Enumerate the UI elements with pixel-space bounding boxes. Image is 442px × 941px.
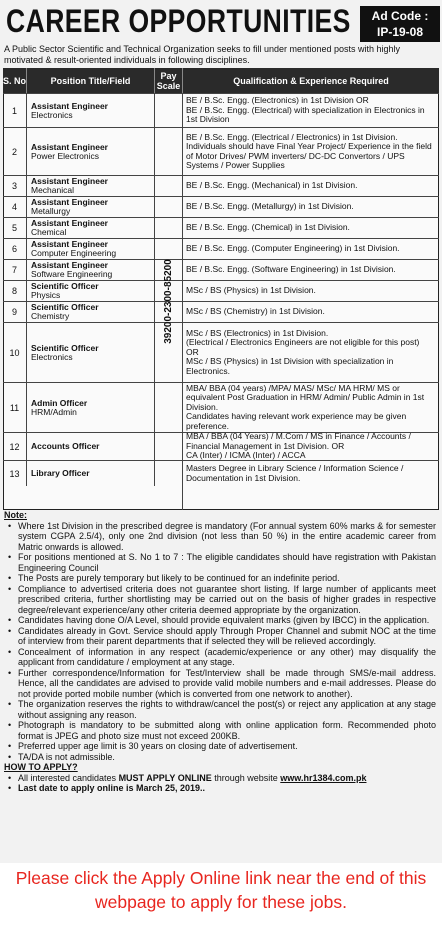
qualification-line: (Electrical / Electronics Engineers are not eligible for this post) [186,337,420,348]
row-qualification [183,302,438,322]
ad-code-value: IP-19-08 [376,25,424,39]
table-row [3,93,439,127]
qualification-line: BE / B.Sc. Engg. (Electronics) in 1st Division OR [186,95,369,106]
row-sno: 6 [3,239,27,259]
table-row [3,280,439,301]
row-position [27,176,155,196]
qualification-line: MBA/ BBA (04 years) /MPA/ MAS/ MSc/ MA HRM/ MS or equivalent Post Graduation in HRM/ Admin/ Public Admin in 1st Division. [186,382,425,412]
position-title: Admin Officer [31,397,88,408]
qualification-line: Candidates having relevant work experience may be given preference. [186,411,407,431]
note-item: • Where 1st Division in the prescribed degree is mandatory (For annual system 60% marks & for semester system CGPA 2.5/4), only one 2nd division (not less than 50 %) in the entire academic career from Matric onwards is allowed. [4,521,436,553]
row-position [27,302,155,322]
position-title: Assistant Engineer [31,239,108,249]
row-position [27,383,155,432]
table-row [3,460,439,486]
position-field: Physics [31,290,61,300]
position-field: Chemistry [31,311,70,321]
row-sno: 7 [3,260,27,280]
qualification-line: MBA / BBA (04 Years) / M.Com / MS in Finance / Accounts / Financial Management in 1st Division. OR [186,431,411,451]
pay-scale: 39200-2300-85200 [163,259,174,344]
ad-header [4,2,438,42]
table-row [3,127,439,175]
apply-text: All interested candidates [18,772,119,783]
row-qualification [183,218,438,238]
row-sno: 8 [3,281,27,301]
qualification-line: BE / B.Sc. Engg. (Electrical / Electronics) in 1st Division. [186,131,398,142]
apply-online-notice: Please click the Apply Online link near the end of this webpage to apply for these jobs. [15,868,427,912]
row-qualification [183,239,438,259]
position-title: Library Officer [31,468,90,478]
position-title: Assistant Engineer [31,176,108,186]
row-position [27,323,155,382]
row-sno: 11 [3,383,27,432]
apply-emphasis: MUST APPLY ONLINE [118,772,212,783]
ad-title: CAREER OPPORTUNITIES [6,3,351,39]
note-item: • TA/DA is not admissible. [4,752,436,763]
table-row [3,382,439,432]
row-sno: 2 [3,128,27,175]
qualification-line: BE / B.Sc. Engg. (Mechanical) in 1st Division. [186,180,358,191]
intro-text: A Public Sector Scientific and Technical Organization seeks to fill under mentioned posts with highly motivated & result-oriented individuals in following disciplines. [4,44,401,65]
qualification-line: BE / B.Sc. Engg. (Computer Engineering) in 1st Division. [186,243,400,254]
table-row [3,196,439,217]
qualification-line: MSc / BS (Chemistry) in 1st Division. [186,306,325,317]
table-row [3,301,439,322]
position-field: Electronics [31,351,73,362]
row-position [27,239,155,259]
note-item: • Concealment of information in any respect (academic/experience or any other) may disqualify the applicant from candidature / employment at any stage. [4,647,436,668]
row-qualification [183,94,438,127]
pay-scale-cell [155,93,183,510]
row-sno: 13 [3,461,27,486]
apply-text-mid: through website [211,772,281,783]
qualification-line: MSc / BS (Physics) in 1st Division. [186,285,316,296]
position-field: Metallurgy [31,206,71,216]
position-field: Electronics [31,109,73,120]
position-field: Chemical [31,227,67,237]
note-item: • For positions mentioned at S. No 1 to 7 : The eligible candidates should have registration with Pakistan Engineering Council [4,552,436,573]
qualification-line: BE / B.Sc. Engg. (Chemical) in 1st Division. [186,222,350,233]
note-item: • The organization reserves the rights to withdraw/cancel the post(s) or reject any application at any stage without assigning any reason. [4,699,436,720]
qualification-line: MSc / BS (Electronics) in 1st Division. [186,327,329,338]
position-title: Assistant Engineer [31,218,108,228]
row-qualification [183,176,438,196]
table-row [3,238,439,259]
position-field: Software Engineering [31,269,113,279]
qualification-line: BE / B.Sc. Engg. (Software Engineering) in 1st Division. [186,264,396,275]
note-item: • Candidates already in Govt. Service should apply Through Proper Channel and submit NOC at the time of interview from their parent departments that if selected they will be relieved accordingly. [4,626,436,647]
positions-table [3,68,439,510]
row-qualification [183,260,438,280]
position-title: Assistant Engineer [31,260,108,270]
qualification-line: Masters Degree in Library Science / Information Science / Documentation in 1st Division. [186,463,404,483]
notes-list [4,521,436,763]
table-row [3,259,439,280]
position-field: Mechanical [31,185,74,195]
position-title: Scientific Officer [31,281,99,291]
how-to-apply-label: HOW TO APPLY? [4,762,78,772]
position-field: HRM/Admin [31,406,77,417]
qualification-line: CA (Inter) / ICMA (Inter) / ACCA [186,450,306,461]
header-qualification: Qualification & Experience Required [183,68,439,93]
row-position [27,461,155,486]
last-date [4,783,436,794]
row-qualification [183,461,438,486]
table-row [3,432,439,460]
row-position [27,433,155,460]
table-row [3,322,439,382]
row-qualification [183,433,438,460]
table-row [3,175,439,196]
row-position [27,197,155,217]
position-title: Assistant Engineer [31,100,108,111]
note-item: • Compliance to advertised criteria does not guarantee short listing. If large number of applicants meet prescribed criteria, further shortlisting may be carried out on the basis of higher grades in respective degree/relevant experience/any other criteria deemed appropriate by the organization. [4,584,436,616]
how-to-apply-list [4,773,436,794]
position-title: Scientific Officer [31,342,99,353]
row-sno: 5 [3,218,27,238]
qualification-line: BE / B.Sc. Engg. (Electrical) with specialization in Electronics in 1st Division [186,104,425,125]
website-link[interactable]: www.hr1384.com.pk [280,772,367,783]
header-position: Position Title/Field [27,68,155,93]
header-sno: S. No [3,68,27,93]
position-title: Assistant Engineer [31,141,108,152]
row-position [27,260,155,280]
row-sno: 1 [3,94,27,127]
position-title: Accounts Officer [31,441,100,451]
qualification-line: OR [186,346,199,357]
header-pay: Pay Scale [155,68,183,93]
row-position [27,94,155,127]
row-sno: 9 [3,302,27,322]
notes-label: Note: [4,510,27,520]
row-qualification [183,197,438,217]
row-sno: 12 [3,433,27,460]
position-title: Assistant Engineer [31,197,108,207]
position-field: Computer Engineering [31,248,117,258]
note-item: • Photograph is mandatory to be submitted along with online application form. Recommended photo format is JPEG and photo size must not exceed 200KB. [4,720,436,741]
qualification-line: BE / B.Sc. Engg. (Metallurgy) in 1st Division. [186,201,354,212]
row-sno: 10 [3,323,27,382]
row-qualification [183,383,438,432]
row-position [27,281,155,301]
table-row [3,217,439,238]
row-qualification [183,128,438,175]
position-title: Scientific Officer [31,302,99,312]
apply-instruction [4,773,436,784]
row-position [27,128,155,175]
notes-section [4,510,436,794]
qualification-line: Individuals should have Final Year Project/ Experience in the field of Motor Drives/ PWM inverters/ DC-DC Convertors / UPS Systems / Power Supplies [186,141,432,170]
row-qualification [183,323,438,382]
row-sno: 4 [3,197,27,217]
row-position [27,218,155,238]
row-qualification [183,281,438,301]
ad-code-box [360,6,440,42]
note-item: • Further correspondence/Information for Test/Interview shall be made through SMS/e-mail address. Hence, all the candidates are advised to provide valid mobile numbers and e-mail addresses. Please do not provide ported mobile number (which is converted from one network to another). [4,668,436,700]
position-field: Power Electronics [31,150,100,161]
last-date-text: Last date to apply online is March 25, 2019.. [18,783,206,793]
note-item: • Preferred upper age limit is 30 years on closing date of advertisement. [4,741,436,752]
qualification-line: MSc / BS (Physics) in 1st Division with specialization in Electronics. [186,356,394,376]
row-sno: 3 [3,176,27,196]
note-item: • The Posts are purely temporary but likely to be continued for an indefinite period. [4,573,436,584]
note-item: • Candidates having done O/A Level, should provide equivalent marks (given by IBCC) in the application. [4,615,436,626]
ad-code-label: Ad Code : [371,9,429,23]
